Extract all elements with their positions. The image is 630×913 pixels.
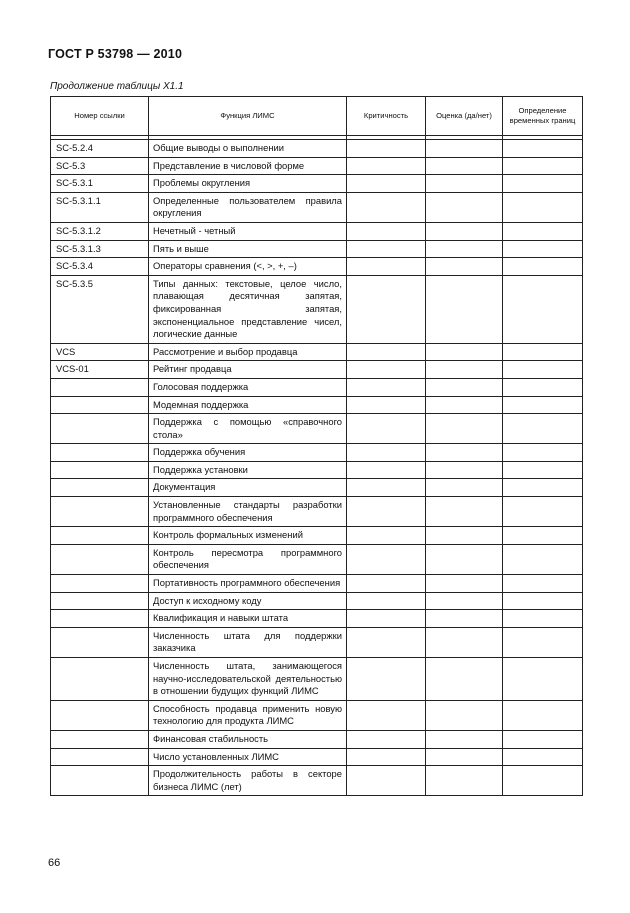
assessment-cell [426, 414, 503, 444]
function-cell: Поддержка обучения [149, 444, 347, 462]
function-cell: Контроль пересмотра программного обеспечения [149, 544, 347, 574]
assessment-cell [426, 343, 503, 361]
ref-number-cell [51, 378, 149, 396]
time-bounds-cell [503, 258, 583, 276]
table-row [51, 361, 583, 379]
table-row [51, 157, 583, 175]
criticality-cell [347, 461, 426, 479]
column-header-ref: Номер ссылки [51, 97, 149, 136]
assessment-cell [426, 175, 503, 193]
table-row [51, 610, 583, 628]
criticality-cell [347, 444, 426, 462]
ref-number-cell [51, 730, 149, 748]
ref-number-cell [51, 658, 149, 701]
function-cell: Доступ к исходному коду [149, 592, 347, 610]
time-bounds-cell [503, 461, 583, 479]
time-bounds-cell [503, 378, 583, 396]
assessment-cell [426, 157, 503, 175]
table-row [51, 414, 583, 444]
table-row [51, 527, 583, 545]
ref-number-cell [51, 414, 149, 444]
table-row [51, 658, 583, 701]
assessment-cell [426, 479, 503, 497]
table-header-row [51, 97, 583, 136]
table-row [51, 575, 583, 593]
page-number: 66 [48, 857, 61, 869]
table-row [51, 592, 583, 610]
function-cell: Рассмотрение и выбор продавца [149, 343, 347, 361]
column-header-criticality: Критичность [347, 97, 426, 136]
assessment-cell [426, 258, 503, 276]
function-cell: Операторы сравнения (<, >, +, –) [149, 258, 347, 276]
criticality-cell [347, 343, 426, 361]
criticality-cell [347, 748, 426, 766]
function-cell: Поддержка установки [149, 461, 347, 479]
criticality-cell [347, 361, 426, 379]
ref-number-cell [51, 627, 149, 657]
table-row [51, 140, 583, 158]
lims-function-table [50, 96, 583, 796]
table-row [51, 461, 583, 479]
criticality-cell [347, 610, 426, 628]
column-header-time-bounds: Определение временных границ [503, 97, 583, 136]
criticality-cell [347, 192, 426, 222]
assessment-cell [426, 361, 503, 379]
criticality-cell [347, 140, 426, 158]
criticality-cell [347, 575, 426, 593]
ref-number-cell: SC-5.2.4 [51, 140, 149, 158]
assessment-cell [426, 497, 503, 527]
criticality-cell [347, 544, 426, 574]
time-bounds-cell [503, 275, 583, 343]
table-row [51, 378, 583, 396]
assessment-cell [426, 575, 503, 593]
criticality-cell [347, 730, 426, 748]
criticality-cell [347, 592, 426, 610]
time-bounds-cell [503, 479, 583, 497]
function-cell: Голосовая поддержка [149, 378, 347, 396]
function-cell: Документация [149, 479, 347, 497]
criticality-cell [347, 396, 426, 414]
ref-number-cell [51, 497, 149, 527]
criticality-cell [347, 157, 426, 175]
time-bounds-cell [503, 444, 583, 462]
table-row [51, 544, 583, 574]
table-row [51, 192, 583, 222]
time-bounds-cell [503, 527, 583, 545]
ref-number-cell: SC-5.3.1 [51, 175, 149, 193]
table-row [51, 766, 583, 796]
function-cell: Общие выводы о выполнении [149, 140, 347, 158]
table-row [51, 275, 583, 343]
ref-number-cell: SC-5.3.1.2 [51, 222, 149, 240]
time-bounds-cell [503, 748, 583, 766]
function-cell: Типы данных: текстовые, целое число, плавающая десятичная запятая, фиксированная запятая, экспоненциальное представление чисел, логические данные [149, 275, 347, 343]
assessment-cell [426, 544, 503, 574]
assessment-cell [426, 610, 503, 628]
function-cell: Квалификация и навыки штата [149, 610, 347, 628]
table-row [51, 497, 583, 527]
criticality-cell [347, 175, 426, 193]
time-bounds-cell [503, 497, 583, 527]
criticality-cell [347, 658, 426, 701]
criticality-cell [347, 497, 426, 527]
ref-number-cell [51, 766, 149, 796]
assessment-cell [426, 730, 503, 748]
assessment-cell [426, 461, 503, 479]
function-cell: Модемная поддержка [149, 396, 347, 414]
criticality-cell [347, 479, 426, 497]
criticality-cell [347, 627, 426, 657]
function-cell: Нечетный - четный [149, 222, 347, 240]
time-bounds-cell [503, 343, 583, 361]
column-header-function: Функция ЛИМС [149, 97, 347, 136]
function-cell: Поддержка с помощью «справочного стола» [149, 414, 347, 444]
time-bounds-cell [503, 610, 583, 628]
assessment-cell [426, 700, 503, 730]
function-cell: Портативность программного обеспечения [149, 575, 347, 593]
function-cell: Финансовая стабильность [149, 730, 347, 748]
function-cell: Продолжительность работы в секторе бизнеса ЛИМС (лет) [149, 766, 347, 796]
time-bounds-cell [503, 192, 583, 222]
ref-number-cell [51, 610, 149, 628]
ref-number-cell: SC-5.3.4 [51, 258, 149, 276]
time-bounds-cell [503, 592, 583, 610]
table-caption: Продолжение таблицы Х1.1 [50, 81, 184, 92]
ref-number-cell [51, 479, 149, 497]
criticality-cell [347, 700, 426, 730]
ref-number-cell [51, 461, 149, 479]
criticality-cell [347, 414, 426, 444]
criticality-cell [347, 766, 426, 796]
time-bounds-cell [503, 544, 583, 574]
table-row [51, 730, 583, 748]
function-cell: Способность продавца применить новую технологию для продукта ЛИМС [149, 700, 347, 730]
table-row [51, 222, 583, 240]
assessment-cell [426, 275, 503, 343]
function-cell: Определенные пользователем правила округления [149, 192, 347, 222]
time-bounds-cell [503, 222, 583, 240]
table-body [51, 140, 583, 796]
table-row [51, 396, 583, 414]
ref-number-cell: SC-5.3 [51, 157, 149, 175]
time-bounds-cell [503, 658, 583, 701]
ref-number-cell: VCS-01 [51, 361, 149, 379]
function-cell: Контроль формальных изменений [149, 527, 347, 545]
table-row [51, 175, 583, 193]
assessment-cell [426, 766, 503, 796]
time-bounds-cell [503, 627, 583, 657]
time-bounds-cell [503, 396, 583, 414]
criticality-cell [347, 275, 426, 343]
assessment-cell [426, 592, 503, 610]
criticality-cell [347, 240, 426, 258]
function-cell: Численность штата для поддержки заказчика [149, 627, 347, 657]
time-bounds-cell [503, 140, 583, 158]
assessment-cell [426, 240, 503, 258]
ref-number-cell [51, 748, 149, 766]
time-bounds-cell [503, 700, 583, 730]
time-bounds-cell [503, 361, 583, 379]
criticality-cell [347, 258, 426, 276]
criticality-cell [347, 378, 426, 396]
ref-number-cell: VCS [51, 343, 149, 361]
table-row [51, 748, 583, 766]
document-header: ГОСТ Р 53798 — 2010 [48, 47, 183, 61]
function-cell: Проблемы округления [149, 175, 347, 193]
criticality-cell [347, 527, 426, 545]
function-cell: Пять и выше [149, 240, 347, 258]
ref-number-cell [51, 700, 149, 730]
time-bounds-cell [503, 240, 583, 258]
ref-number-cell [51, 575, 149, 593]
time-bounds-cell [503, 575, 583, 593]
assessment-cell [426, 444, 503, 462]
table-row [51, 258, 583, 276]
table-row [51, 444, 583, 462]
time-bounds-cell [503, 157, 583, 175]
criticality-cell [347, 222, 426, 240]
table-row [51, 240, 583, 258]
function-cell: Рейтинг продавца [149, 361, 347, 379]
assessment-cell [426, 140, 503, 158]
time-bounds-cell [503, 766, 583, 796]
table-row [51, 343, 583, 361]
function-cell: Численность штата, занимающегося научно-исследовательской деятельностью в отношении будущих функций ЛИМС [149, 658, 347, 701]
ref-number-cell [51, 396, 149, 414]
assessment-cell [426, 222, 503, 240]
assessment-cell [426, 627, 503, 657]
time-bounds-cell [503, 175, 583, 193]
assessment-cell [426, 192, 503, 222]
assessment-cell [426, 748, 503, 766]
assessment-cell [426, 378, 503, 396]
assessment-cell [426, 527, 503, 545]
ref-number-cell [51, 592, 149, 610]
table-row [51, 700, 583, 730]
ref-number-cell [51, 544, 149, 574]
ref-number-cell: SC-5.3.5 [51, 275, 149, 343]
ref-number-cell: SC-5.3.1.1 [51, 192, 149, 222]
ref-number-cell: SC-5.3.1.3 [51, 240, 149, 258]
function-cell: Установленные стандарты разработки программного обеспечения [149, 497, 347, 527]
table-row [51, 627, 583, 657]
ref-number-cell [51, 527, 149, 545]
function-cell: Представление в числовой форме [149, 157, 347, 175]
function-cell: Число установленных ЛИМС [149, 748, 347, 766]
column-header-assessment: Оценка (да/нет) [426, 97, 503, 136]
assessment-cell [426, 396, 503, 414]
time-bounds-cell [503, 730, 583, 748]
table-row [51, 479, 583, 497]
ref-number-cell [51, 444, 149, 462]
assessment-cell [426, 658, 503, 701]
time-bounds-cell [503, 414, 583, 444]
